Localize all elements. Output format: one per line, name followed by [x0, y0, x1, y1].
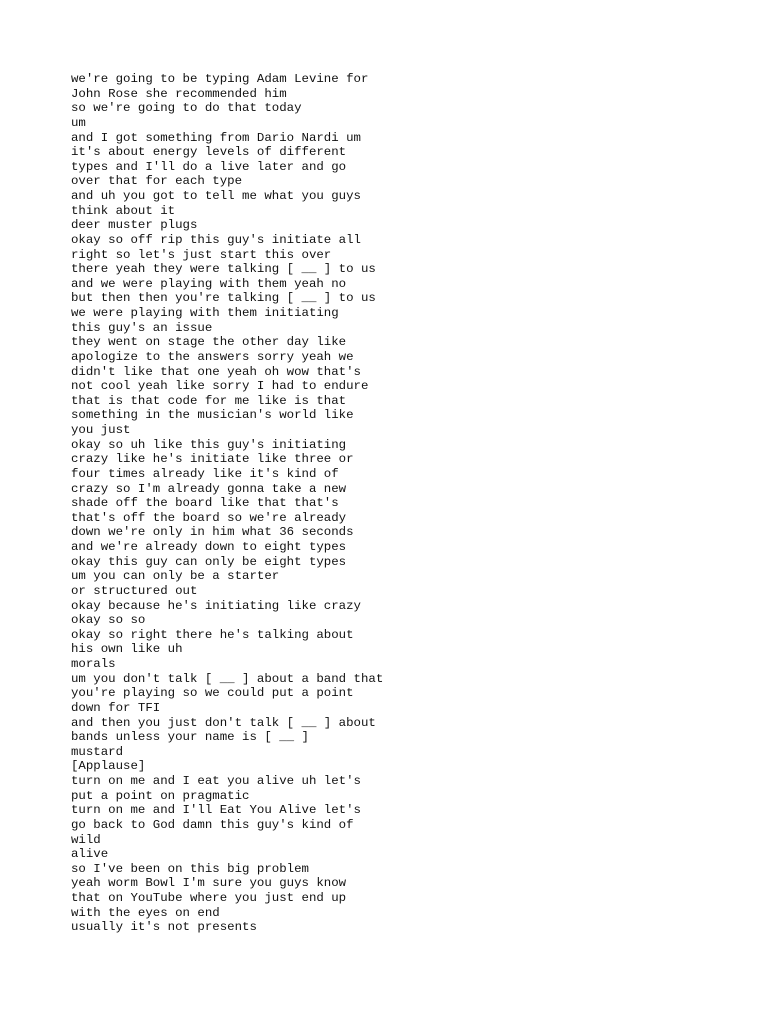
- transcript-line: apologize to the answers sorry yeah we: [71, 349, 354, 364]
- transcript-line: turn on me and I eat you alive uh let's: [71, 774, 361, 788]
- transcript-line: crazy so I'm already gonna take a new: [71, 481, 347, 496]
- transcript-line: think about it: [71, 203, 176, 218]
- transcript-line: that's off the board so we're already: [71, 510, 347, 525]
- transcript-line: so we're going to do that today: [71, 101, 302, 116]
- transcript-line: right so let's just start this over: [71, 247, 332, 262]
- transcript-line: John Rose she recommended him: [71, 86, 287, 101]
- transcript-line: but then then you're talking [ __ ] to us: [71, 291, 376, 306]
- transcript-line: and we're already down to eight types: [71, 540, 347, 554]
- transcript-line: deer muster plugs: [71, 218, 198, 233]
- transcript-line: um you can only be a starter: [71, 569, 280, 584]
- transcript-line: okay so uh like this guy's initiating: [71, 437, 347, 452]
- transcript-line: wild: [71, 832, 101, 847]
- transcript-line: usually it's not presents: [71, 920, 257, 935]
- transcript-line: yeah worm Bowl I'm sure you guys know: [71, 876, 347, 891]
- transcript-line: there yeah they were talking [ __ ] to us: [71, 262, 376, 277]
- transcript-line: with the eyes on end: [71, 905, 220, 920]
- transcript-line: um: [71, 115, 86, 130]
- transcript-line: it's about energy levels of different: [71, 145, 347, 160]
- transcript-line: that is that code for me like is that: [71, 393, 347, 408]
- transcript-line: and then you just don't talk [ __ ] about: [71, 715, 376, 730]
- transcript-line: four times already like it's kind of: [71, 466, 339, 481]
- transcript-line: turn on me and I'll Eat You Alive let's: [71, 803, 361, 818]
- transcript-line: types and I'll do a live later and go: [71, 159, 347, 174]
- transcript-line: they went on stage the other day like: [71, 335, 347, 350]
- transcript-line: so I've been on this big problem: [71, 861, 309, 876]
- transcript-line: or structured out: [71, 583, 198, 598]
- transcript-line: this guy's an issue: [71, 320, 213, 335]
- transcript-line: something in the musician's world like: [71, 408, 354, 423]
- transcript-line: alive: [71, 847, 109, 862]
- transcript-line: okay so right there he's talking about: [71, 627, 354, 642]
- transcript-line: bands unless your name is [ __ ]: [71, 730, 309, 745]
- transcript-line: [Applause]: [71, 759, 146, 774]
- transcript-line: down for TFI: [71, 700, 161, 715]
- transcript-line: okay so so: [71, 613, 146, 628]
- transcript-line: down we're only in him what 36 seconds: [71, 525, 354, 540]
- transcript-line: didn't like that one yeah oh wow that's: [71, 364, 361, 379]
- transcript-line: mustard: [71, 744, 124, 759]
- transcript-text: [71, 72, 731, 935]
- transcript-line: you just: [71, 423, 131, 437]
- transcript-line: we were playing with them initiating: [71, 306, 339, 320]
- transcript-line: go back to God damn this guy's kind of: [71, 817, 354, 832]
- transcript-line: okay because he's initiating like crazy: [71, 598, 361, 613]
- transcript-line: and uh you got to tell me what you guys: [71, 189, 361, 203]
- transcript-line: and we were playing with them yeah no: [71, 276, 347, 291]
- transcript-line: we're going to be typing Adam Levine for: [71, 72, 369, 86]
- transcript-line: morals: [71, 657, 116, 671]
- transcript-line: you're playing so we could put a point: [71, 686, 354, 701]
- transcript-line: his own like uh: [71, 642, 183, 657]
- transcript-line: shade off the board like that that's: [71, 496, 339, 511]
- transcript-line: put a point on pragmatic: [71, 788, 250, 803]
- transcript-line: okay this guy can only be eight types: [71, 554, 347, 569]
- transcript-line: okay so off rip this guy's initiate all: [71, 232, 361, 247]
- transcript-line: crazy like he's initiate like three or: [71, 452, 354, 467]
- transcript-line: and I got something from Dario Nardi um: [71, 130, 361, 145]
- transcript-line: not cool yeah like sorry I had to endure: [71, 379, 369, 394]
- transcript-line: that on YouTube where you just end up: [71, 891, 347, 905]
- transcript-line: over that for each type: [71, 174, 243, 189]
- transcript-line: um you don't talk [ __ ] about a band that: [71, 671, 384, 686]
